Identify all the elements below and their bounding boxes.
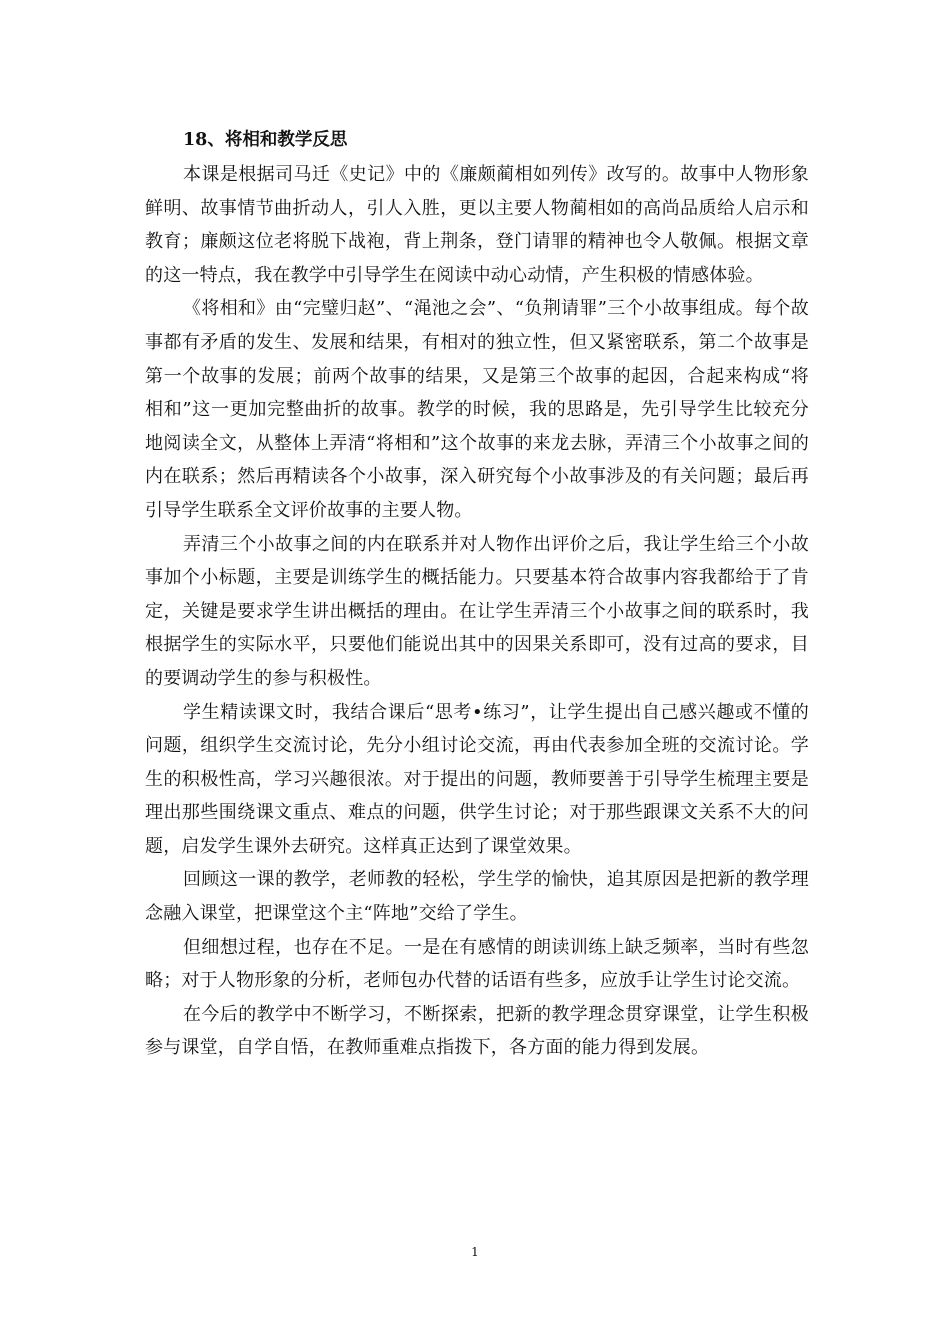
document-body	[145, 125, 809, 1065]
page-number: 1	[471, 1245, 479, 1259]
paragraph-review: 回顾这一课的教学，老师教的轻松，学生学的愉快，追其原因是把新的教学理念融入课堂，把课堂这个主“阵地”交给了学生。	[145, 869, 809, 925]
paragraph-subtitles: 弄清三个小故事之间的内在联系并对人物作出评价之后，我让学生给三个小故事加个小标题，主要是训练学生的概括能力。只要基本符合故事内容我都给于了肯定，关键是要求学生讲出概括的理由。在让学生弄清三个小故事之间的联系时，我根据学生的实际水平，只要他们能说出其中的因果关系即可，没有过高的要求，目的要调动学生的参与积极性。	[145, 533, 809, 689]
paragraph-intro: 本课是根据司马迁《史记》中的《廉颇蔺相如列传》改写的。故事中人物形象鲜明、故事情节曲折动人，引人入胜，更以主要人物蔺相如的高尚品质给人启示和教育；廉颇这位老将脱下战袍，背上荆条，登门请罪的精神也令人敬佩。根据文章的这一特点，我在教学中引导学生在阅读中动心动情，产生积极的情感体验。	[145, 164, 809, 286]
paragraph-shortcomings: 但细想过程，也存在不足。一是在有感情的朗读训练上缺乏频率，当时有些忽略；对于人物形象的分析，老师包办代替的话语有些多，应放手让学生讨论交流。	[145, 936, 809, 992]
paragraph-future: 在今后的教学中不断学习，不断探索，把新的教学理念贯穿课堂，让学生积极参与课堂，自学自悟，在教师重难点指拨下，各方面的能力得到发展。	[145, 1003, 809, 1059]
paragraph-structure: 《将相和》由“完璧归赵”、“渑池之会”、“负荆请罪”三个小故事组成。每个故事都有矛盾的发生、发展和结果，有相对的独立性，但又紧密联系，第二个故事是第一个故事的发展；前两个故事的结果，又是第三个故事的起因，合起来构成“将相和”这一更加完整曲折的故事。教学的时候，我的思路是，先引导学生比较充分地阅读全文，从整体上弄清“将相和”这个故事的来龙去脉，弄清三个小故事之间的内在联系；然后再精读各个小故事，深入研究每个小故事涉及的有关问题；最后再引导学生联系全文评价故事的主要人物。	[145, 298, 809, 521]
paragraph-discussion: 学生精读课文时，我结合课后“思考•练习”，让学生提出自己感兴趣或不懂的问题，组织学生交流讨论，先分小组讨论交流，再由代表参加全班的交流讨论。学生的积极性高，学习兴趣很浓。对于提出的问题，教师要善于引导学生梳理主要是理出那些围绕课文重点、难点的问题，供学生讨论；对于那些跟课文关系不大的问题，启发学生课外去研究。这样真正达到了课堂效果。	[145, 701, 809, 857]
document-title: 18、将相和教学反思	[183, 130, 348, 150]
